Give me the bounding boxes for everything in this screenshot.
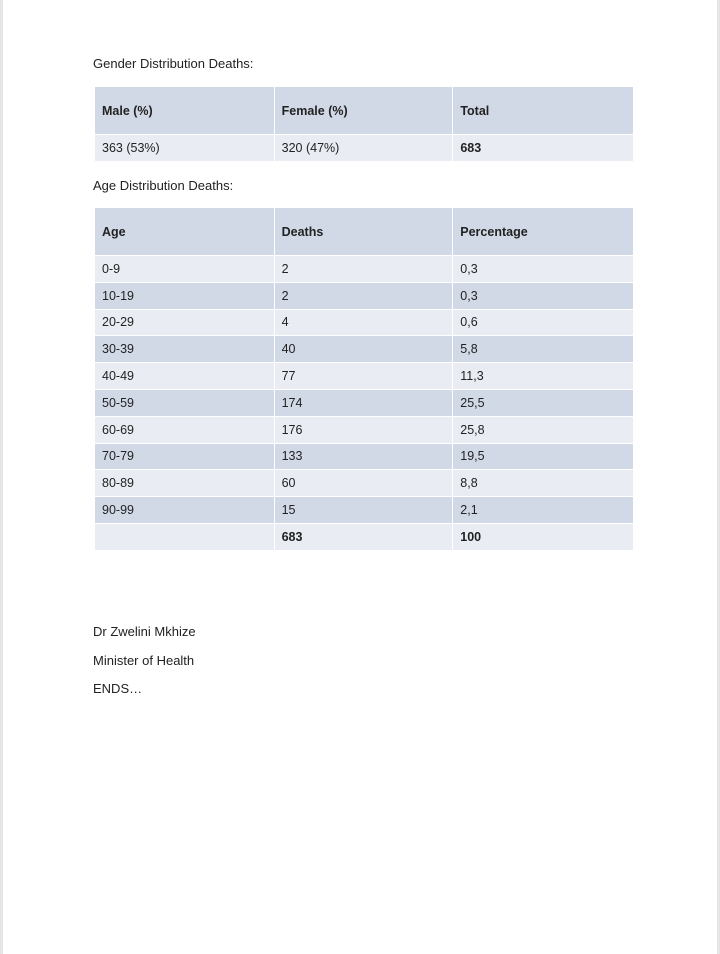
age-cell: 10-19: [95, 282, 275, 309]
signatory-name: Dr Zwelini Mkhize: [93, 624, 196, 639]
deaths-cell: 40: [274, 336, 453, 363]
gender-heading: Gender Distribution Deaths:: [93, 56, 254, 71]
table-row: [95, 497, 634, 524]
age-cell: 30-39: [95, 336, 275, 363]
age-table: [94, 207, 634, 551]
signatory-title: Minister of Health: [93, 653, 195, 668]
deaths-cell: 15: [274, 497, 453, 524]
deaths-cell: 133: [274, 443, 453, 470]
gender-table: [94, 86, 634, 162]
percentage-cell: 25,5: [453, 389, 634, 416]
age-cell: 80-89: [95, 470, 275, 497]
table-row: [95, 256, 634, 283]
age-cell: 70-79: [95, 443, 275, 470]
age-header-row: [95, 208, 634, 256]
header-percentage: Percentage: [453, 208, 634, 256]
percentage-cell: 25,8: [453, 416, 634, 443]
header-total: Total: [453, 87, 634, 135]
table-row: [95, 389, 634, 416]
deaths-cell: 2: [274, 256, 453, 283]
table-row: [95, 282, 634, 309]
cell-female: 320 (47%): [274, 135, 453, 162]
cell-male: 363 (53%): [95, 135, 275, 162]
percentage-cell: 2,1: [453, 497, 634, 524]
deaths-cell: 4: [274, 309, 453, 336]
table-row: [95, 416, 634, 443]
age-cell: 40-49: [95, 363, 275, 390]
age-cell: 50-59: [95, 389, 275, 416]
total-percentage-cell: 100: [453, 523, 634, 550]
deaths-cell: 174: [274, 389, 453, 416]
ends-marker: ENDS…: [93, 681, 143, 696]
deaths-cell: 2: [274, 282, 453, 309]
total-deaths-cell: 683: [274, 523, 453, 550]
age-heading: Age Distribution Deaths:: [93, 178, 234, 193]
age-cell: 0-9: [95, 256, 275, 283]
table-row: [95, 443, 634, 470]
age-cell: 90-99: [95, 497, 275, 524]
total-label-cell: [95, 523, 275, 550]
deaths-cell: 60: [274, 470, 453, 497]
table-row: [95, 363, 634, 390]
table-row: [95, 470, 634, 497]
percentage-cell: 19,5: [453, 443, 634, 470]
header-age: Age: [95, 208, 275, 256]
deaths-cell: 176: [274, 416, 453, 443]
table-row: [95, 309, 634, 336]
gender-header-row: [95, 87, 634, 135]
age-cell: 60-69: [95, 416, 275, 443]
percentage-cell: 11,3: [453, 363, 634, 390]
cell-total: 683: [453, 135, 634, 162]
percentage-cell: 0,6: [453, 309, 634, 336]
percentage-cell: 0,3: [453, 256, 634, 283]
deaths-cell: 77: [274, 363, 453, 390]
percentage-cell: 8,8: [453, 470, 634, 497]
age-cell: 20-29: [95, 309, 275, 336]
percentage-cell: 5,8: [453, 336, 634, 363]
header-male: Male (%): [95, 87, 275, 135]
percentage-cell: 0,3: [453, 282, 634, 309]
gender-data-row: [95, 135, 634, 162]
header-deaths: Deaths: [274, 208, 453, 256]
header-female: Female (%): [274, 87, 453, 135]
total-row: [95, 523, 634, 550]
table-row: [95, 336, 634, 363]
